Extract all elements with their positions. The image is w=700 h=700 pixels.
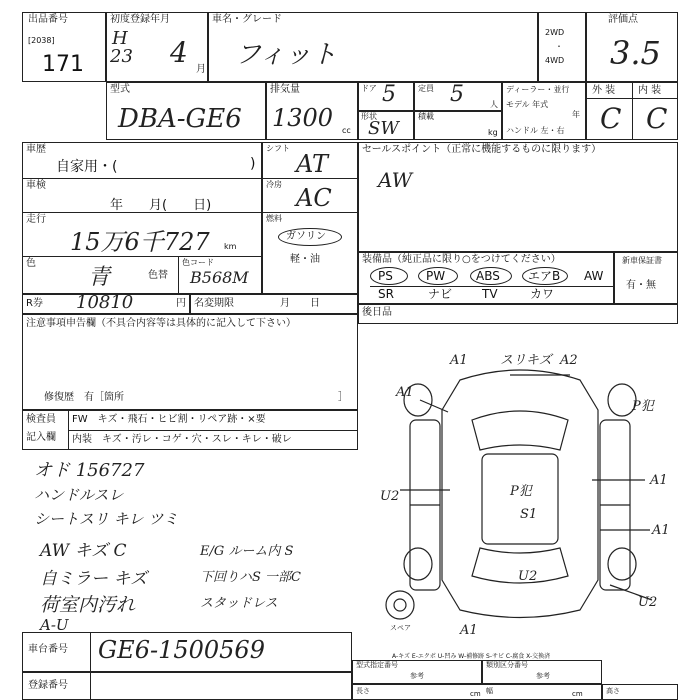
yen-unit: 円 — [176, 298, 186, 309]
mark-u2-right: U2 — [638, 595, 658, 610]
displacement-value: 1300 — [272, 104, 334, 132]
mark-a1-left: A1 — [396, 385, 414, 400]
equip-ps: PS — [378, 269, 393, 283]
memo-line-6: 荷室内汚れ — [40, 594, 136, 616]
memo-right-3: スタッドレス — [200, 596, 278, 611]
fuel-other: 軽・油 — [290, 254, 320, 265]
color-value: 青 — [88, 265, 111, 290]
drive-dot: ・ — [555, 42, 563, 51]
equipment-label: 装備品（純正品に限り○をつけてください） — [362, 254, 561, 265]
equip-sr: SR — [378, 287, 394, 301]
equip-pw: PW — [426, 269, 446, 283]
exterior-grade: C — [600, 102, 622, 135]
mark-s1-center: S1 — [520, 507, 538, 522]
color-code-label: 色コード — [182, 258, 214, 267]
mark-u2-left: U2 — [380, 489, 400, 504]
interior-label: 内 装 — [638, 85, 662, 96]
chassis-label: 車台番号 — [28, 644, 68, 655]
inspection-value: 年 月( 日) — [110, 198, 212, 213]
memo-right-2: 下回りハS 一部C — [200, 570, 301, 585]
equip-abs: ABS — [476, 269, 500, 283]
drive-2wd: 2WD — [545, 28, 565, 37]
mark-a2-top: A2 — [560, 353, 578, 368]
name-grade-label: 車名・グレード — [212, 14, 282, 25]
memo-line-4: AW キズ C — [40, 541, 127, 561]
sales-box — [358, 142, 678, 252]
inspector-label2: 記入欄 — [26, 432, 56, 443]
month-unit: 月 — [196, 64, 206, 75]
form-ref: 参考 — [410, 672, 424, 680]
shape-label: 形状 — [361, 112, 377, 121]
sales-label: セールスポイント（正常に機能するものに限ります） — [362, 144, 602, 155]
vehicle-label: 車歴 — [26, 144, 46, 155]
shape-value: SW — [368, 118, 399, 139]
displacement-label: 排気量 — [270, 84, 300, 95]
chassis-divider — [90, 632, 91, 672]
model-value: DBA-GE6 — [118, 104, 242, 134]
mark-u2-center: U2 — [518, 569, 538, 584]
mark-pr-center: P犯 — [510, 484, 532, 499]
ac-label: 冷房 — [266, 180, 282, 189]
fuel-label: 燃料 — [266, 214, 282, 223]
diagram-legend: A-キズ E-エクボ U-凹み W-補修跡 S-サビ C-腐食 X-交換済 — [392, 653, 551, 660]
car-diagram — [360, 340, 680, 640]
capacity-value: 5 — [450, 82, 464, 107]
interior-grade: C — [646, 102, 668, 135]
lot-sub: [2038] — [28, 36, 55, 45]
memo-line-1: オド 156727 — [34, 460, 145, 481]
equip-airbag: エアB — [528, 269, 561, 283]
inspector-label1: 検査員 — [26, 414, 56, 425]
first-reg-month: 4 — [170, 36, 188, 69]
color-label: 色 — [26, 258, 36, 269]
inspector-row2: 内装 キズ・汚レ・コゲ・穴・スレ・キレ・破レ — [72, 434, 292, 445]
memo-line-3: シートスリ キレ ツミ — [34, 510, 179, 528]
color-code-value: B568M — [190, 268, 249, 287]
mark-scratch-top: スリキズ — [500, 353, 552, 368]
equip-leather: カワ — [530, 287, 555, 301]
shift-value: AT — [296, 150, 329, 178]
repair-close: ］ — [338, 392, 348, 403]
first-reg-year: 23 — [110, 46, 133, 67]
repair-label: 修復歴 有［箇所 — [44, 392, 124, 403]
model-year-label: モデル 年式 — [506, 100, 549, 109]
door-label: ドア — [361, 84, 377, 93]
score-label: 評価点 — [608, 14, 638, 25]
equip-abs-circle — [470, 267, 512, 285]
notes-label: 注意事項申告欄（不具合内容等は具体的に記入して下さい） — [26, 318, 296, 329]
equip-pw-circle — [418, 267, 458, 285]
first-reg-era: H — [112, 28, 128, 49]
ac-value: AC — [296, 184, 332, 212]
vehicle-close: ) — [250, 156, 256, 172]
mileage-label: 走行 — [26, 214, 46, 225]
reg-divider — [90, 672, 91, 700]
warranty-value: 有・無 — [626, 280, 656, 291]
recycle-value: 10810 — [76, 292, 134, 313]
name-change-label: 名変期限 — [194, 298, 234, 309]
door-value: 5 — [382, 82, 396, 107]
model-label: 型式 — [110, 84, 130, 95]
mech-div-2 — [262, 212, 358, 213]
equip-tv: TV — [482, 287, 498, 301]
usage-div-1 — [22, 178, 262, 179]
color-change-label: 色替 — [148, 270, 168, 281]
ext-int-divider — [632, 82, 633, 140]
year-unit: 年 — [572, 110, 580, 119]
length-label: 長さ — [356, 687, 370, 695]
drive-4wd: 4WD — [545, 56, 565, 65]
width-unit: cm — [572, 690, 583, 698]
memo-line-5: 自ミラー キズ — [40, 569, 148, 589]
cc-unit: cc — [342, 126, 351, 135]
ext-int-hdivider — [586, 98, 678, 99]
mark-a1-right2: A1 — [652, 523, 670, 538]
kg-unit: kg — [488, 128, 498, 137]
exterior-label: 外 装 — [592, 85, 616, 96]
sales-value: AW — [378, 168, 413, 192]
later-box — [358, 304, 678, 324]
inspector-hdivider — [68, 430, 358, 431]
color-code-divider — [178, 256, 179, 294]
name-change-value: 月 日 — [280, 298, 320, 309]
reg-label: 登録番号 — [28, 680, 68, 691]
memo-line-2: ハンドルスレ — [34, 486, 124, 504]
length-unit: cm — [470, 690, 481, 698]
warranty-label: 新車保証書 — [622, 256, 662, 265]
shift-label: シフト — [266, 144, 290, 153]
inspection-label: 車検 — [26, 180, 46, 191]
dealer-label: ディーラー・並行 — [506, 85, 570, 94]
mark-a1-top: A1 — [450, 353, 468, 368]
class-ref: 参考 — [536, 672, 550, 680]
memo-line-7: A-U — [40, 616, 69, 634]
spare-label: スペア — [390, 624, 411, 632]
width-label: 幅 — [486, 687, 493, 695]
equip-navi: ナビ — [428, 287, 453, 301]
handle-label: ハンドル 左・右 — [506, 126, 565, 135]
reg-box — [22, 672, 352, 700]
mark-pr-right: P犯 — [632, 399, 654, 414]
mark-a1-bottom: A1 — [460, 623, 478, 638]
person-unit: 人 — [490, 100, 498, 109]
lot-label: 出品番号 — [28, 14, 68, 25]
equip-airbag-circle — [522, 267, 568, 285]
class-label: 類別区分番号 — [486, 661, 528, 669]
score-value: 3.5 — [610, 34, 661, 72]
later-label: 後日品 — [362, 307, 392, 318]
mark-a1-right: A1 — [650, 473, 668, 488]
first-reg-label: 初度登録年月 — [110, 14, 170, 25]
inspector-row1: FW キズ・飛石・ヒビ割・リペア跡・×要 — [72, 414, 266, 425]
height-label: 高さ — [606, 687, 620, 695]
capacity-label: 定員 — [418, 84, 434, 93]
km-unit: km — [224, 242, 237, 251]
lot-number: 171 — [42, 52, 84, 77]
load-label: 積載 — [418, 112, 434, 121]
memo-right-1: E/G ルーム内 S — [200, 544, 294, 559]
recycle-label: R券 — [26, 298, 43, 309]
vehicle-value: 自家用・( — [56, 159, 118, 175]
car-name: フィット — [235, 40, 337, 70]
mileage-value: 15万6千727 — [70, 228, 210, 256]
chassis-value: GE6-1500569 — [98, 636, 265, 664]
equip-aw: AW — [584, 269, 604, 283]
mech-div-1 — [262, 178, 358, 179]
fuel-value: ガソリン — [286, 231, 326, 242]
equip-ps-circle — [370, 267, 408, 285]
form-label: 型式指定番号 — [356, 661, 398, 669]
